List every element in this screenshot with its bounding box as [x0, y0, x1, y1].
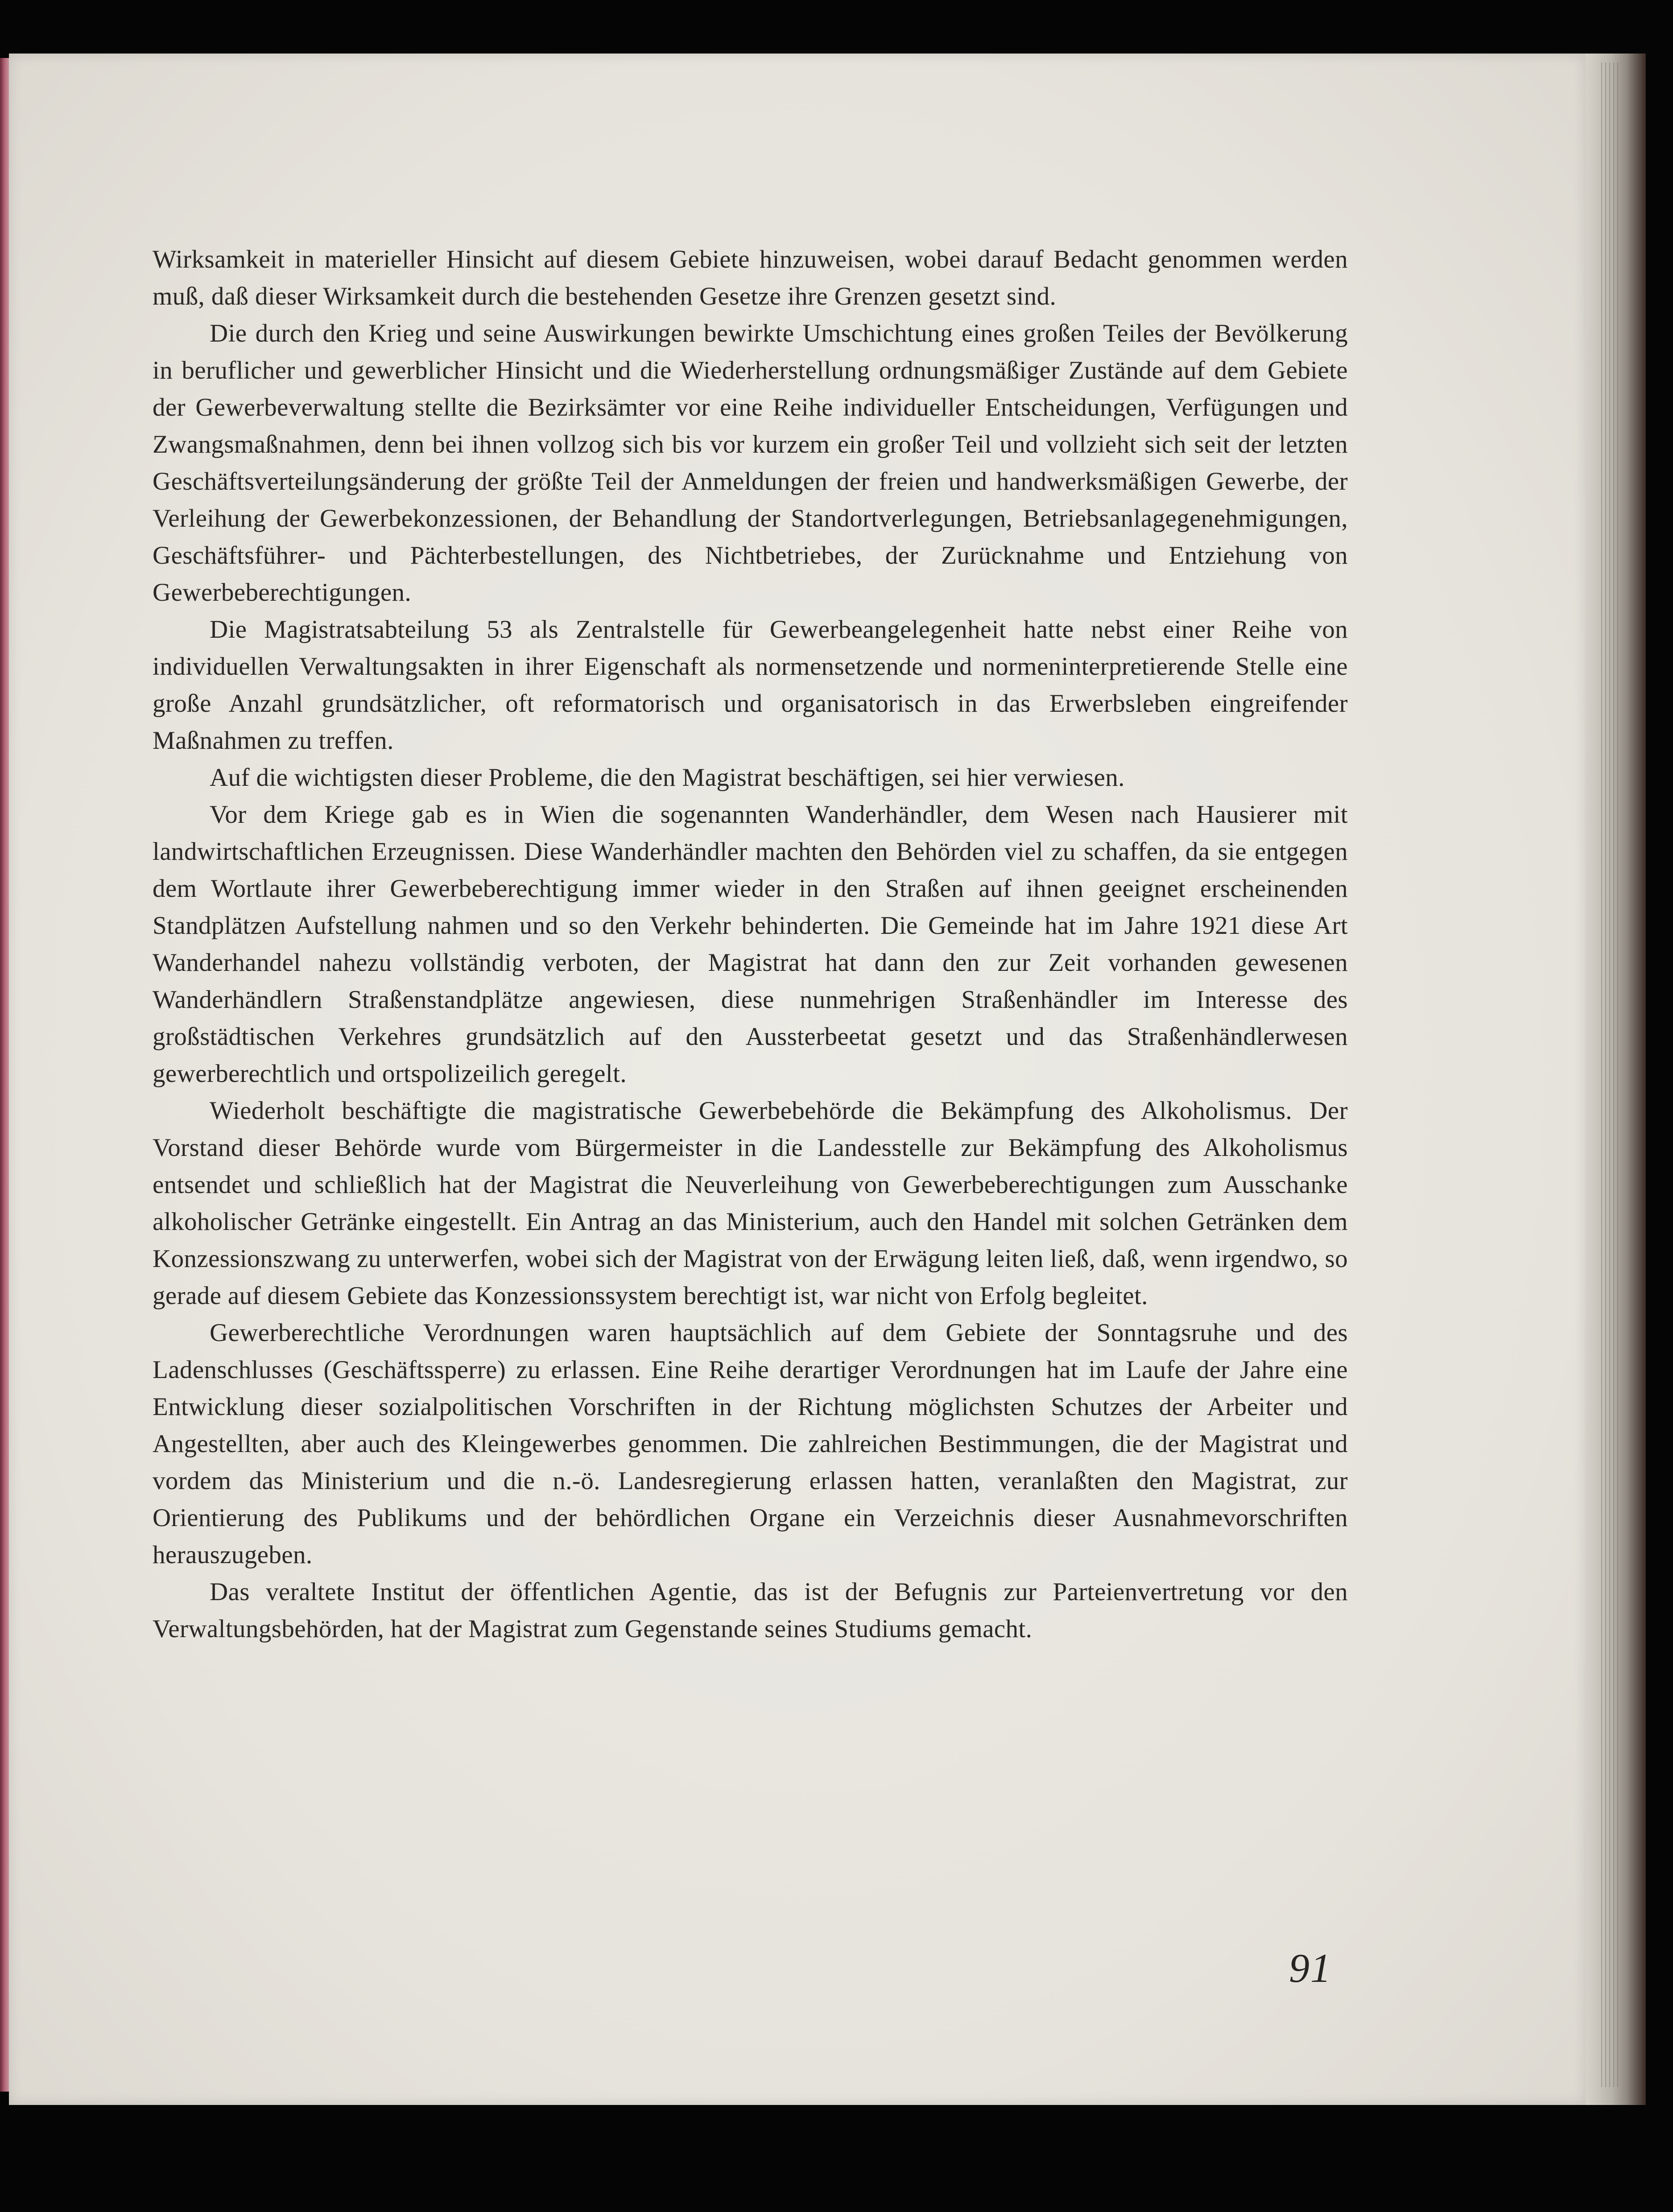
paragraph-7: Gewerberechtliche Verordnungen waren hauptsächlich auf dem Gebiete der Sonntagsruhe und des Ladenschlusses (Geschäftssperre) zu erlassen. Eine Reihe derartiger Verordnungen hat im Laufe der Jahre eine Entwicklung dieser sozialpolitischen Vorschriften in der Richtung möglichsten Schutzes der Arbeiter und Angestellten, aber auch des Kleingewerbes genommen. Die zahlreichen Bestimmungen, die der Magistrat und vordem das Ministerium und die n.-ö. Landesregierung erlassen hatten, veranlaßten den Magistrat, zur Orientierung des Publikums und der behördlichen Organe ein Verzeichnis dieser Ausnahmevorschriften herauszugeben. [153, 1319, 1348, 1569]
paragraph-4: Auf die wichtigsten dieser Probleme, die den Magistrat beschäftigen, sei hier verwiesen. [210, 763, 1125, 792]
book-page [9, 54, 1586, 2105]
page-edge-lines [1601, 62, 1619, 2087]
paragraph-3: Die Magistratsabteilung 53 als Zentralstelle für Gewerbeangelegenheit hatte nebst einer Reihe von individuellen Verwaltungsakten in ihrer Eigenschaft als normensetzende und normeninterpretierende Stelle eine große Anzahl grundsätzlicher, oft reformatorisch und organisatorisch in das Erwerbsleben eingreifender Maßnahmen zu treffen. [153, 615, 1348, 755]
paragraph-6: Wiederholt beschäftigte die magistratische Gewerbebehörde die Bekämpfung des Alkoholismus. Der Vorstand dieser Behörde wurde vom Bürgermeister in die Landesstelle zur Bekämpfung des Alkoholismus entsendet und schließlich hat der Magistrat die Neuverleihung von Gewerbeberechtigungen zum Ausschanke alkoholischer Getränke eingestellt. Ein Antrag an das Ministerium, auch den Handel mit solchen Getränken dem Konzessionszwang zu unterwerfen, wobei sich der Magistrat von der Erwägung leiten ließ, daß, wenn irgendwo, so gerade auf diesem Gebiete das Konzessionssystem berechtigt ist, war nicht von Erfolg begleitet. [153, 1097, 1348, 1310]
paragraph-1: Wirksamkeit in materieller Hinsicht auf diesem Gebiete hinzuweisen, wobei darauf Bedacht genommen werden muß, daß dieser Wirksamkeit durch die bestehenden Gesetze ihre Grenzen gesetzt sind. [153, 245, 1348, 310]
paragraph-5: Vor dem Kriege gab es in Wien die sogenannten Wanderhändler, dem Wesen nach Hausierer mit landwirtschaftlichen Erzeugnissen. Diese Wanderhändler machten den Behörden viel zu schaffen, da sie entgegen dem Wortlaute ihrer Gewerbeberechtigung immer wieder in den Straßen auf ihnen geeignet erscheinenden Standplätzen Aufstellung nahmen und so den Verkehr behinderten. Die Gemeinde hat im Jahre 1921 diese Art Wanderhandel nahezu vollständig verboten, der Magistrat hat dann den zur Zeit vorhanden gewesenen Wanderhändlern Straßenstandplätze angewiesen, diese nunmehrigen Straßenhändler im Interesse des großstädtischen Verkehres grundsätzlich auf den Aussterbeetat gesetzt und das Straßenhändlerwesen gewerberechtlich und ortspolizeilich geregelt. [153, 801, 1348, 1088]
body-text [153, 241, 1348, 1647]
paragraph-8: Das veraltete Institut der öffentlichen Agentie, das ist der Befugnis zur Parteienvertretung vor den Verwaltungsbehörden, hat der Magistrat zum Gegenstande seines Studiums gemacht. [153, 1578, 1348, 1643]
page-number: 91 [1289, 1945, 1332, 1991]
paragraph-2: Die durch den Krieg und seine Auswirkungen bewirkte Umschichtung eines großen Teiles der Bevölkerung in beruflicher und gewerblicher Hinsicht und die Wiederherstellung ordnungsmäßiger Zustände auf dem Gebiete der Gewerbeverwaltung stellte die Bezirksämter vor eine Reihe individueller Entscheidungen, Verfügungen und Zwangsmaßnahmen, denn bei ihnen vollzog sich bis vor kurzem ein großer Teil und vollzieht sich seit der letzten Geschäftsverteilungsänderung der größte Teil der Anmeldungen der freien und handwerksmäßigen Gewerbe, der Verleihung der Gewerbekonzessionen, der Behandlung der Standortverlegungen, Betriebsanlagegenehmigungen, Geschäftsführer- und Pächterbestellungen, des Nichtbetriebes, der Zurücknahme und Entziehung von Gewerbeberechtigungen. [153, 319, 1348, 607]
